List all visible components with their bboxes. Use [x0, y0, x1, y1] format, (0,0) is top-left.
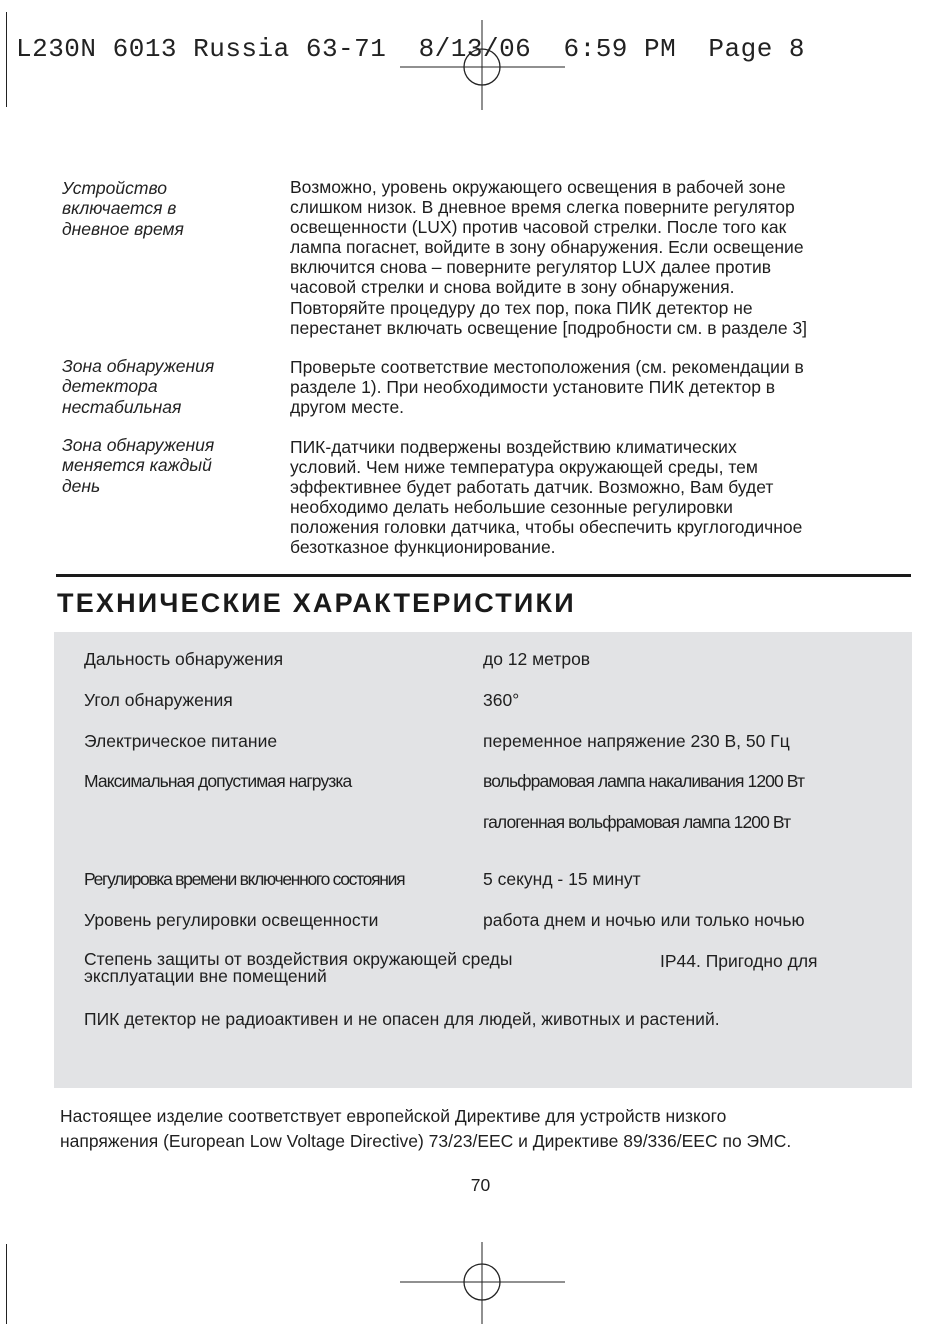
remedy-line: слишком низок. В дневное время слегка поверните регулятор — [290, 197, 795, 218]
spec-value-lux: работа днем и ночью или только ночью — [483, 910, 805, 930]
problem-cause — [62, 435, 272, 496]
registration-mark-top — [400, 20, 565, 110]
problem-remedy — [290, 357, 918, 417]
remedy-line: Повторяйте процедуру до тех пор, пока ПИК детектор не — [290, 297, 753, 318]
spec-value-power: переменное напряжение 230 В, 50 Гц — [483, 731, 790, 751]
section-divider — [56, 574, 911, 577]
remedy-line: Проверьте соответствие местоположения (см. рекомендации в — [290, 357, 804, 377]
print-slug: L230N 6013 Russia 63-71 8/13/06 6:59 PM Page 8 — [16, 34, 806, 64]
compliance-line: Настоящее изделие соответствует европейской Директиве для устройств низкого — [60, 1106, 727, 1126]
remedy-line: условий. Чем ниже температура окружающей среды, тем — [290, 457, 758, 478]
crop-line-bottom-left — [6, 1244, 7, 1324]
remedy-line: другом месте. — [290, 397, 405, 418]
remedy-line: ПИК-датчики подвержены воздействию климатических — [290, 437, 737, 457]
crop-line-top-left — [6, 12, 7, 107]
cause-line: нестабильная — [62, 396, 182, 417]
spec-value-range: до 12 метров — [483, 649, 591, 669]
remedy-line: безотказное функционирование. — [290, 537, 556, 558]
spec-value-load-incandescent: вольфрамовая лампа накаливания 1200 Вт — [483, 771, 805, 791]
problem-remedy — [290, 437, 918, 558]
spec-label-load: Максимальная допустимая нагрузка — [84, 771, 352, 791]
compliance-statement — [60, 1104, 920, 1154]
cause-line: включается в — [62, 198, 177, 219]
cause-line: Устройство — [62, 178, 167, 198]
problem-cause — [62, 356, 272, 417]
remedy-line: включится снова – поверните регулятор LUX далее против — [290, 257, 772, 278]
spec-label-range: Дальность обнаружения — [84, 649, 284, 669]
remedy-line: часовой стрелки и снова войдите в зону обнаружения. — [290, 277, 735, 298]
remedy-line: положения головки датчика, чтобы обеспечить круглогодичное — [290, 517, 803, 538]
problem-cause — [62, 178, 272, 239]
section-title: ТЕХНИЧЕСКИЕ ХАРАКТЕРИСТИКИ — [57, 588, 576, 618]
remedy-line: эффективнее будет работать датчик. Возможно, Вам будет — [290, 477, 774, 498]
spec-value-time: 5 секунд - 15 минут — [483, 869, 641, 889]
remedy-line: разделе 1). При необходимости установите ПИК детектор в — [290, 377, 776, 398]
problem-remedy — [290, 177, 918, 338]
remedy-line: лампа погаснет, войдите в зону обнаружения. Если освещение — [290, 237, 804, 258]
spec-value-angle: 360° — [483, 690, 520, 710]
cause-line: детектора — [62, 376, 158, 397]
spec-value-load-halogen: галогенная вольфрамовая лампа 1200 Вт — [483, 812, 791, 832]
page-number: 70 — [470, 1175, 491, 1195]
remedy-line: необходимо делать небольшие сезонные регулировки — [290, 497, 733, 518]
cause-line: Зона обнаружения — [62, 356, 215, 376]
remedy-line: освещенности (LUX) против часовой стрелки. После того как — [290, 217, 787, 238]
cause-line: дневное время — [62, 218, 184, 239]
cause-line: день — [62, 475, 101, 496]
protection-line: эксплуатации вне помещений — [84, 966, 327, 986]
spec-label-angle: Угол обнаружения — [84, 690, 233, 710]
remedy-line: перестанет включать освещение [подробности см. в разделе 3] — [290, 317, 808, 338]
spec-label-lux: Уровень регулировки освещенности — [84, 910, 379, 930]
remedy-line: Возможно, уровень окружающего освещения в рабочей зоне — [290, 177, 786, 197]
cause-line: меняется каждый — [62, 455, 212, 476]
registration-mark-bottom — [400, 1242, 565, 1324]
compliance-line: напряжения (European Low Voltage Directive) 73/23/EEC и Директиве 89/336/EEC по ЭМС. — [60, 1131, 792, 1151]
spec-value-protection: IP44. Пригодно для — [660, 951, 818, 971]
cause-line: Зона обнаружения — [62, 435, 215, 455]
spec-safety-note: ПИК детектор не радиоактивен и не опасен для людей, животных и растений. — [84, 1009, 720, 1029]
spec-label-time: Регулировка времени включенного состояния — [84, 869, 405, 889]
protection-line: Степень защиты от воздействия окружающей среды — [84, 949, 513, 969]
spec-label-power: Электрическое питание — [84, 731, 278, 751]
